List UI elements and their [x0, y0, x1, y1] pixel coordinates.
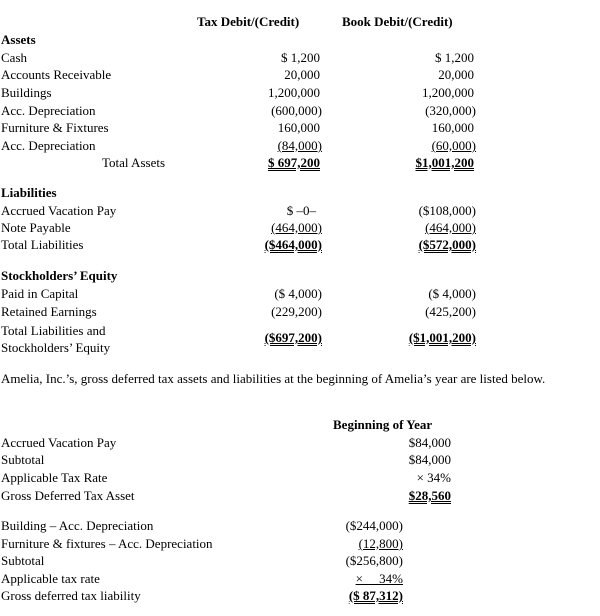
asset-label: Furniture & Fixtures: [1, 120, 109, 135]
total-assets-tax: $ 697,200: [268, 155, 320, 170]
deferred-liability-value: × 34%: [355, 571, 403, 586]
deferred-asset-label: Applicable Tax Rate: [1, 470, 108, 485]
liability-label: Note Payable: [1, 220, 71, 235]
asset-book-value: (320,000): [425, 103, 476, 118]
equity-heading: Stockholders’ Equity: [1, 268, 118, 283]
deferred-asset-value: $84,000: [408, 435, 451, 450]
total-liabilities-book: ($572,000): [418, 237, 476, 252]
asset-book-value: 20,000: [438, 67, 474, 82]
deferred-asset-label: Subtotal: [1, 452, 45, 467]
book-column-header: Book Debit/(Credit): [342, 14, 453, 29]
equity-tax-value: ($ 4,000): [274, 286, 322, 301]
deferred-liability-label: Applicable tax rate: [1, 571, 100, 586]
total-liabilities-equity-label: Total Liabilities and Stockholders’ Equity: [1, 323, 111, 355]
intro-paragraph: Amelia, Inc.’s, gross deferred tax assets and liabilities at the beginning of Amelia’s year are listed below.: [1, 371, 546, 386]
total-liabilities-label: Total Liabilities: [1, 237, 84, 252]
deferred-asset-label: Accrued Vacation Pay: [1, 435, 117, 450]
total-liabilities-equity-book: ($1,001,200): [408, 330, 476, 345]
asset-book-value: 1,200,000: [422, 85, 474, 100]
deferred-liability-label: Building – Acc. Depreciation: [1, 518, 154, 533]
deferred-liability-label: Gross deferred tax liability: [1, 588, 141, 603]
asset-label: Buildings: [1, 85, 52, 100]
asset-book-value: 160,000: [431, 120, 474, 135]
liability-tax-value: $ –0–: [286, 203, 316, 218]
asset-label: Accounts Receivable: [1, 67, 112, 82]
liability-book-value: (464,000): [425, 220, 476, 235]
asset-book-value: (60,000): [431, 138, 476, 153]
total-liabilities-equity-tax: ($697,200): [264, 330, 322, 345]
asset-book-value: $ 1,200: [435, 50, 474, 65]
liability-tax-value: (464,000): [271, 220, 322, 235]
deferred-liability-label: Furniture & fixtures – Acc. Depreciation: [1, 536, 213, 551]
asset-tax-value: $ 1,200: [281, 50, 320, 65]
deferred-liability-label: Subtotal: [1, 553, 45, 568]
total-assets-book: $1,001,200: [415, 155, 474, 170]
assets-heading: Assets: [1, 32, 36, 47]
equity-label: Retained Earnings: [1, 304, 97, 319]
equity-book-value: ($ 4,000): [428, 286, 476, 301]
asset-tax-value: 20,000: [284, 67, 320, 82]
beginning-of-year-header: Beginning of Year: [333, 417, 433, 432]
equity-book-value: (425,200): [425, 304, 476, 319]
tax-column-header: Tax Debit/(Credit): [197, 14, 300, 29]
deferred-asset-value: $84,000: [408, 452, 451, 467]
equity-label: Paid in Capital: [1, 286, 79, 301]
deferred-liability-value: ($244,000): [345, 518, 403, 533]
total-liabilities-tax: ($464,000): [264, 237, 322, 252]
deferred-asset-label: Gross Deferred Tax Asset: [1, 488, 135, 503]
asset-label: Acc. Depreciation: [1, 138, 96, 153]
gross-deferred-tax-liability-value: ($ 87,312): [348, 588, 403, 603]
asset-tax-value: (84,000): [277, 138, 322, 153]
deferred-liability-value: (12,800): [358, 536, 403, 551]
gross-deferred-tax-asset-value: $28,560: [408, 488, 451, 503]
liabilities-heading: Liabilities: [1, 185, 57, 200]
deferred-liability-value: ($256,800): [345, 553, 403, 568]
asset-tax-value: 160,000: [277, 120, 320, 135]
liability-book-value: ($108,000): [418, 203, 476, 218]
deferred-asset-value: × 34%: [416, 470, 451, 485]
asset-tax-value: 1,200,000: [268, 85, 320, 100]
liability-label: Accrued Vacation Pay: [1, 203, 117, 218]
total-assets-label: Total Assets: [102, 155, 166, 170]
equity-tax-value: (229,200): [271, 304, 322, 319]
asset-label: Acc. Depreciation: [1, 103, 96, 118]
asset-tax-value: (600,000): [271, 103, 322, 118]
asset-label: Cash: [1, 50, 27, 65]
